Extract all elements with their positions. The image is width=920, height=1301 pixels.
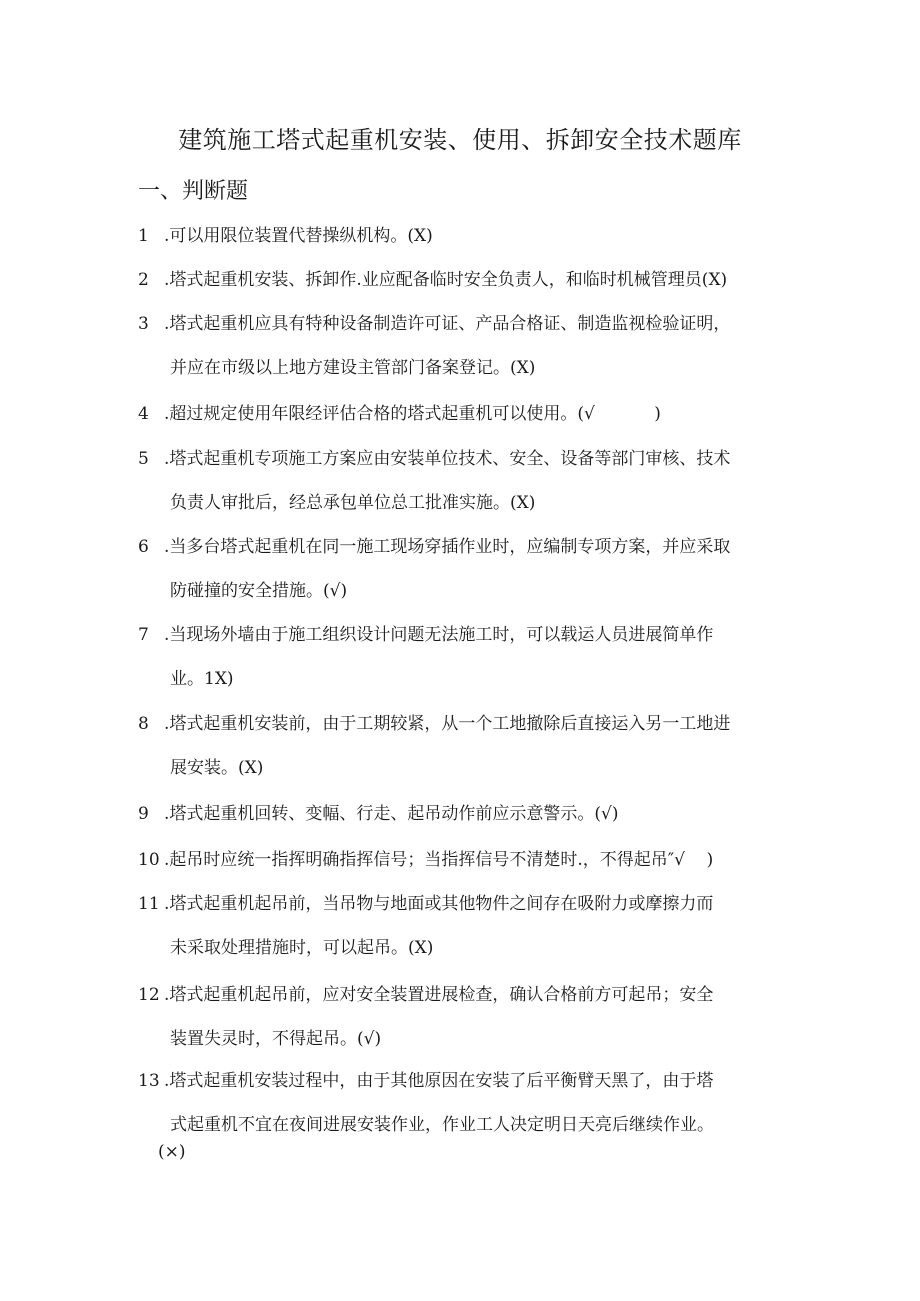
section-heading: 一、判断题 xyxy=(138,179,249,204)
question-number: 13 xyxy=(138,1071,160,1091)
question-text: .塔式起重机安装过程中，由于其他原因在安装了后平衡臂天黑了，由于塔 xyxy=(164,1071,714,1091)
question-text: .塔式起重机起吊前，应对安全装置进展检查，确认合格前方可起吊；安全 xyxy=(164,985,714,1005)
question-item xyxy=(138,437,788,525)
question-answer-tail: (×) xyxy=(158,1142,186,1162)
question-number: 4 xyxy=(138,404,149,424)
question-item xyxy=(138,1059,788,1163)
question-text: .塔式起重机专项施工方案应由安装单位技术、安全、设备等部门审核、技术 xyxy=(164,449,731,469)
question-number: 2 xyxy=(138,270,149,290)
question-text-continuation: 业。1X) xyxy=(170,669,234,689)
question-text: .塔式起重机起吊前，当吊物与地面或其他物件之间存在吸附力或摩擦力而 xyxy=(164,894,714,914)
question-number: 11 xyxy=(138,894,160,914)
question-number: 5 xyxy=(138,449,149,469)
question-text: .超过规定使用年限经评估合格的塔式起重机可以使用。(√ ) xyxy=(164,404,661,424)
question-text: .当多台塔式起重机在同一施工现场穿插作业时，应编制专项方案，并应采取 xyxy=(164,537,731,557)
question-item xyxy=(138,792,788,836)
question-number: 10 xyxy=(138,850,160,870)
question-item xyxy=(138,613,788,701)
question-number: 8 xyxy=(138,714,149,734)
question-item xyxy=(138,258,788,302)
question-number: 3 xyxy=(138,314,149,334)
document-title: 建筑施工塔式起重机安装、使用、拆卸安全技术题库 xyxy=(178,126,742,154)
question-item xyxy=(138,882,788,970)
question-text-continuation: 式起重机不宜在夜间进展安装作业，作业工人决定明日天亮后继续作业。 xyxy=(170,1115,714,1135)
question-text-continuation: 展安装。(X) xyxy=(170,758,264,778)
question-text: .塔式起重机回转、变幅、行走、起吊动作前应示意警示。(√) xyxy=(164,804,619,824)
question-number: 6 xyxy=(138,537,149,557)
question-number: 12 xyxy=(138,985,160,1005)
question-text: .塔式起重机安装前，由于工期较紧，从一个工地撤除后直接运入另一工地进 xyxy=(164,714,731,734)
question-text-continuation: 未采取处理措施时，可以起吊。(X) xyxy=(170,938,434,958)
question-item xyxy=(138,525,788,613)
question-text: .塔式起重机安装、拆卸作.业应配备临时安全负责人，和临时机械管理员(X) xyxy=(164,270,728,290)
question-text-continuation: 负责人审批后，经总承包单位总工批准实施。(X) xyxy=(170,493,536,513)
question-number: 9 xyxy=(138,804,149,824)
question-item xyxy=(138,973,788,1061)
question-item xyxy=(138,214,788,258)
question-item xyxy=(138,392,788,436)
question-number: 7 xyxy=(138,625,149,645)
question-text: .塔式起重机应具有特种设备制造许可证、产品合格证、制造监视检验证明， xyxy=(164,314,731,334)
question-item xyxy=(138,302,788,390)
question-item xyxy=(138,702,788,790)
question-text: .当现场外墙由于施工组织设计问题无法施工时，可以载运人员进展简单作 xyxy=(164,625,714,645)
question-text-continuation: 防碰撞的安全措施。(√) xyxy=(170,581,348,601)
question-item xyxy=(138,838,788,882)
question-text-continuation: 并应在市级以上地方建设主管部门备案登记。(X) xyxy=(170,358,536,378)
question-text: .可以用限位装置代替操纵机构。(X) xyxy=(164,226,433,246)
question-text: .起吊时应统一指挥明确指挥信号；当指挥信号不清楚时.，不得起吊″√ ) xyxy=(164,850,714,870)
question-number: 1 xyxy=(138,226,149,246)
question-text-continuation: 装置失灵时，不得起吊。(√) xyxy=(170,1029,382,1049)
